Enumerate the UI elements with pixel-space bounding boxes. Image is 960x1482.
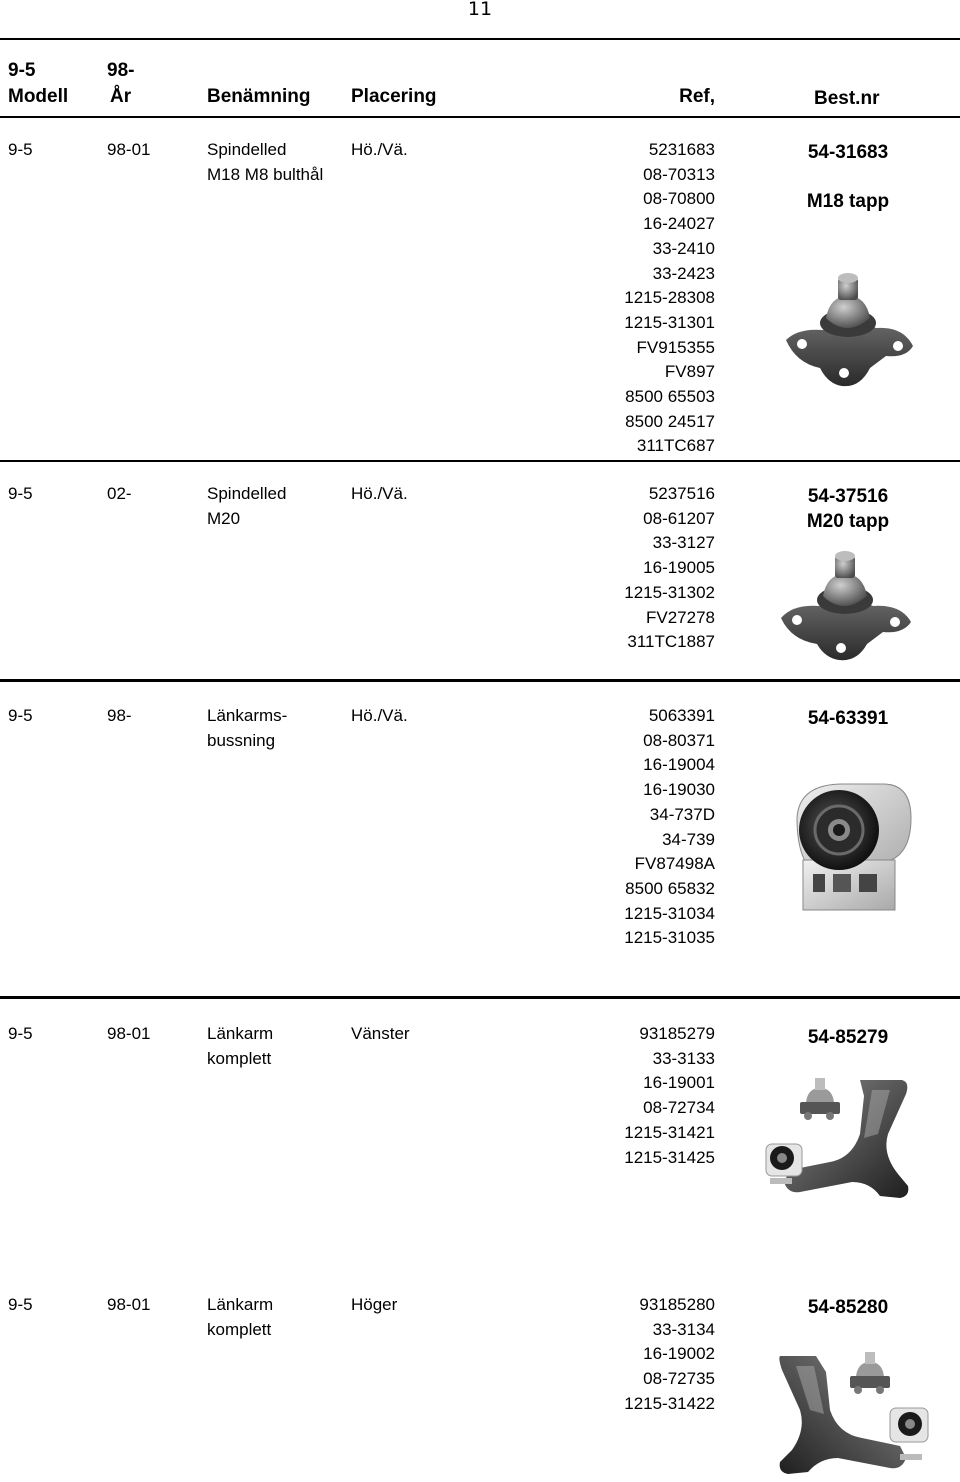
ball-joint-icon xyxy=(775,548,915,666)
bestnr-value: 54-85280 xyxy=(807,1297,889,1318)
row-ar: 98- xyxy=(107,706,132,725)
ref-value: 08-70313 xyxy=(643,164,715,184)
header-placering: Placering xyxy=(351,86,437,107)
bestnr-note: M20 tapp xyxy=(806,511,890,532)
ref-value: 08-61207 xyxy=(643,508,715,528)
ref-value: 1215-31035 xyxy=(624,928,715,948)
row-benamning-1: Länkarm xyxy=(207,1024,274,1043)
row-refs xyxy=(560,138,715,459)
ref-value: 1215-31302 xyxy=(624,582,715,602)
ref-value: FV87498A xyxy=(634,854,715,874)
row-ar: 02- xyxy=(107,484,132,503)
ref-value: 08-80371 xyxy=(643,730,715,750)
ref-value: 16-19004 xyxy=(643,755,715,775)
ref-value: 1215-31422 xyxy=(624,1393,715,1413)
header-modell-top: 9-5 xyxy=(8,60,36,81)
row-divider xyxy=(0,996,960,999)
row-refs xyxy=(560,482,715,655)
ref-value: 5063391 xyxy=(648,706,715,725)
row-bestnr xyxy=(763,1025,933,1050)
ref-value: FV27278 xyxy=(646,607,715,627)
row-modell: 9-5 xyxy=(8,140,33,159)
ref-value: 311TC687 xyxy=(636,436,715,456)
row-ar: 98-01 xyxy=(107,140,151,159)
row-refs xyxy=(560,704,715,951)
ref-value: 1215-31301 xyxy=(624,312,715,332)
ref-value: 34-739 xyxy=(662,829,715,849)
bestnr-note: M18 tapp xyxy=(806,191,890,212)
header-ar: År xyxy=(110,86,132,107)
bestnr-value: 54-31683 xyxy=(807,142,889,163)
page-number: 11 xyxy=(467,0,493,20)
ref-value: 8500 24517 xyxy=(625,411,715,431)
bushing-icon xyxy=(785,778,915,918)
ball-joint-icon xyxy=(778,268,918,393)
bestnr-value: 54-85279 xyxy=(807,1027,889,1048)
row-divider xyxy=(0,460,960,462)
ref-value: 16-19002 xyxy=(643,1344,715,1364)
header-bottom-rule xyxy=(0,116,960,118)
row-benamning-2: bussning xyxy=(207,730,276,750)
ref-value: FV915355 xyxy=(636,337,715,357)
ref-value: 311TC1887 xyxy=(627,632,715,652)
row-benamning-2: komplett xyxy=(207,1319,272,1339)
row-benamning-2: M20 xyxy=(207,508,241,528)
ref-value: 33-2423 xyxy=(652,263,715,283)
ref-value: 1215-31421 xyxy=(624,1122,715,1142)
row-bestnr xyxy=(763,484,933,534)
row-benamning-1: Länkarm xyxy=(207,1295,274,1314)
ref-value: 33-3133 xyxy=(652,1048,715,1068)
ref-value: 93185279 xyxy=(639,1024,715,1043)
ref-value: 1215-31034 xyxy=(624,903,715,923)
header-ar-top: 98- xyxy=(107,60,135,81)
control-arm-icon xyxy=(768,1350,938,1480)
ref-value: 08-70800 xyxy=(643,189,715,209)
row-placering: Hö./Vä. xyxy=(351,140,408,159)
row-modell: 9-5 xyxy=(8,706,33,725)
ref-value: 16-19001 xyxy=(643,1073,715,1093)
header-benamning: Benämning xyxy=(207,86,311,107)
ref-value: 16-19030 xyxy=(643,780,715,800)
ref-value: 33-3127 xyxy=(652,533,715,553)
ref-value: 5237516 xyxy=(648,484,715,503)
row-bestnr xyxy=(763,1295,933,1320)
ref-value: 08-72734 xyxy=(643,1098,715,1118)
ref-value: 5231683 xyxy=(648,140,715,159)
bestnr-value: 54-63391 xyxy=(807,708,889,729)
header-ref: Ref, xyxy=(679,86,715,107)
row-bestnr xyxy=(763,140,933,214)
row-modell: 9-5 xyxy=(8,484,33,503)
ref-value: 1215-31425 xyxy=(624,1147,715,1167)
row-refs xyxy=(560,1293,715,1417)
row-modell: 9-5 xyxy=(8,1295,33,1314)
row-placering: Hö./Vä. xyxy=(351,706,408,725)
row-benamning-2: komplett xyxy=(207,1048,272,1068)
ref-value: 33-3134 xyxy=(652,1319,715,1339)
row-refs xyxy=(560,1022,715,1170)
bestnr-value: 54-37516 xyxy=(807,486,889,507)
control-arm-icon xyxy=(760,1074,920,1204)
row-benamning-2: M18 M8 bulthål xyxy=(207,164,324,184)
row-benamning-1: Spindelled xyxy=(207,484,287,503)
ref-value: FV897 xyxy=(664,362,715,382)
ref-value: 34-737D xyxy=(649,804,715,824)
row-bestnr xyxy=(763,706,933,731)
header-top-rule xyxy=(0,38,960,40)
header-bestnr: Best.nr xyxy=(814,88,880,109)
row-ar: 98-01 xyxy=(107,1295,151,1314)
row-benamning-1: Länkarms- xyxy=(207,706,288,725)
ref-value: 93185280 xyxy=(639,1295,715,1314)
row-ar: 98-01 xyxy=(107,1024,151,1043)
ref-value: 08-72735 xyxy=(643,1369,715,1389)
ref-value: 1215-28308 xyxy=(624,288,715,308)
ref-value: 16-19005 xyxy=(643,558,715,578)
row-placering: Hö./Vä. xyxy=(351,484,408,503)
ref-value: 8500 65832 xyxy=(625,878,715,898)
header-modell: Modell xyxy=(8,86,69,107)
row-divider xyxy=(0,679,960,682)
ref-value: 16-24027 xyxy=(643,214,715,234)
row-benamning-1: Spindelled xyxy=(207,140,287,159)
row-modell: 9-5 xyxy=(8,1024,33,1043)
ref-value: 33-2410 xyxy=(652,238,715,258)
row-placering: Höger xyxy=(351,1295,398,1314)
row-placering: Vänster xyxy=(351,1024,410,1043)
ref-value: 8500 65503 xyxy=(625,387,715,407)
